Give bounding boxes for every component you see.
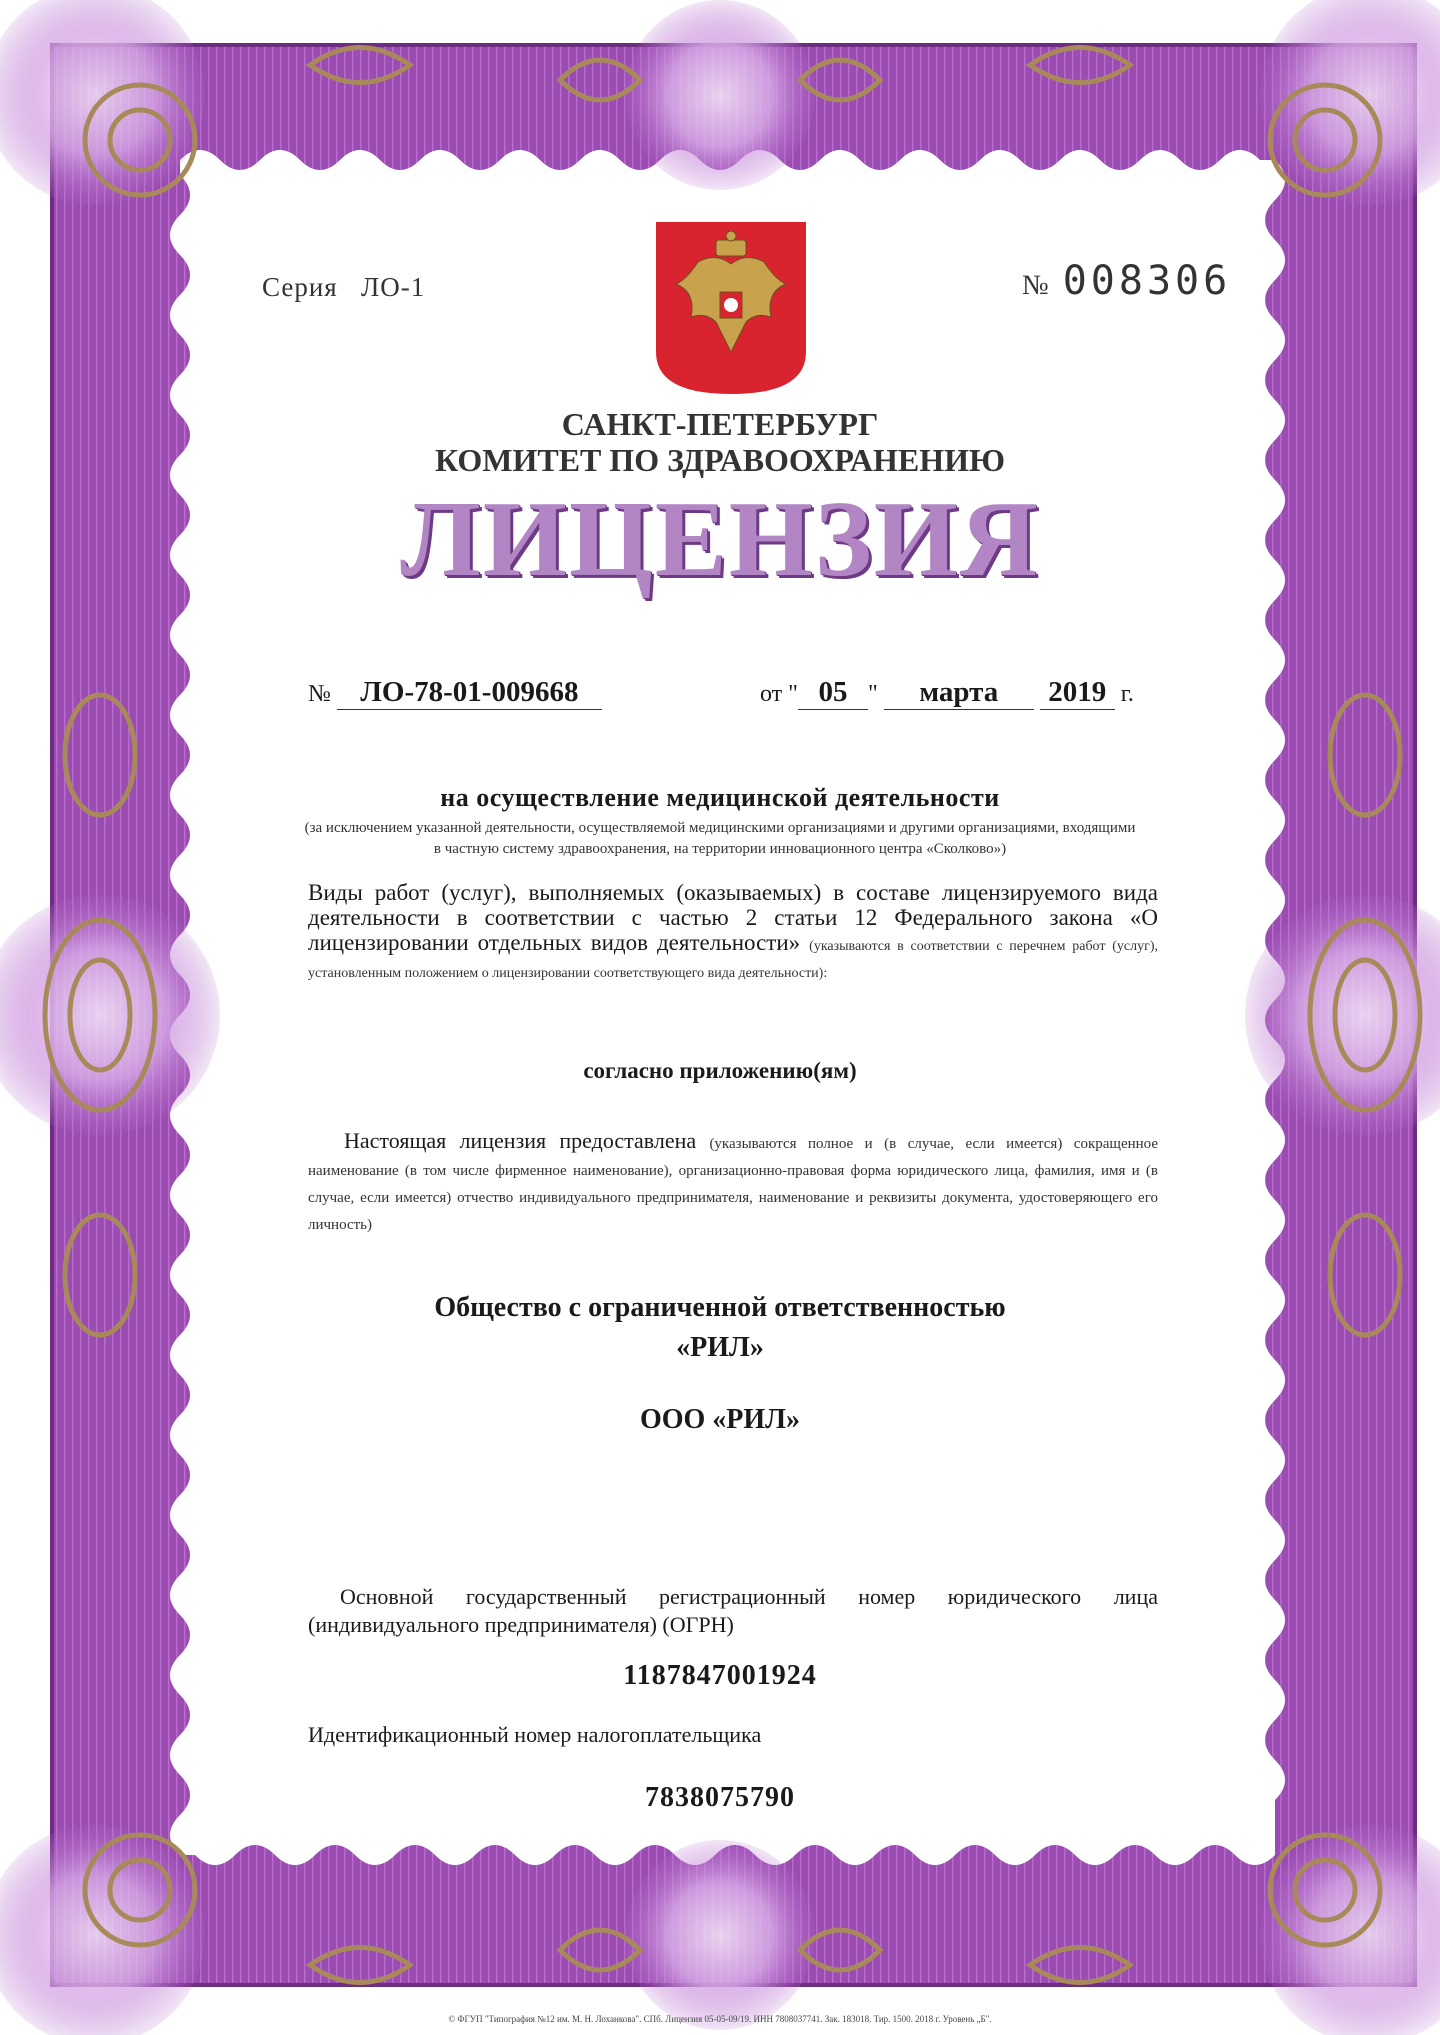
license-number-line: [308, 676, 1158, 716]
date-year: 2019: [1040, 676, 1115, 710]
serial-number: 008306: [1062, 258, 1232, 304]
works-value: согласно приложению(ям): [583, 1058, 857, 1083]
works-description: [308, 880, 1158, 984]
date-quote-open: ": [788, 681, 798, 707]
license-number-sign: №: [308, 681, 331, 707]
grantee-intro: Настоящая лицензия предоставлена: [344, 1128, 697, 1153]
org-name-line2: «РИЛ»: [676, 1332, 764, 1363]
russian-coat-of-arms-icon: [656, 222, 806, 394]
inn-value: 7838075790: [645, 1782, 795, 1813]
date-quote-close: ": [867, 681, 878, 707]
issuer-city: САНКТ-ПЕТЕРБУРГ: [561, 406, 879, 442]
series-value: ЛО-1: [360, 272, 426, 302]
license-date: [760, 676, 1134, 710]
works-text: Виды работ (услуг), выполняемых (оказываемых) в составе лицензируемого вида деятельности в соответствии с частью 2 статьи 12 Федерального закона «О лицензировании отдельных видов деятельности»: [308, 880, 1158, 955]
date-year-suffix: г.: [1120, 681, 1134, 707]
ogrn-value: 1187847001924: [623, 1660, 817, 1691]
document-title: ЛИЦЕНЗИЯ: [400, 480, 1040, 599]
printer-footer: © ФГУП "Типография №12 им. М. Н. Лоханкова". СПб. Лицензия 05-05-09/19. ИНН 7808037741. Зак. 183018. Тир. 1500. 2018 г. Уровень „Б".: [448, 2014, 992, 2024]
date-day: 05: [798, 676, 868, 710]
license-purpose: на осуществление медицинской деятельности: [440, 783, 1000, 812]
date-from-label: от: [760, 681, 783, 707]
series-label: Серия: [262, 272, 338, 302]
issuer-committee: КОМИТЕТ ПО ЗДРАВООХРАНЕНИЮ: [434, 442, 1006, 478]
date-month: марта: [884, 676, 1034, 710]
number-sign: №: [1022, 270, 1049, 301]
series-line: [262, 272, 425, 303]
serial-number-line: [1022, 258, 1231, 304]
grantee-description: [308, 1128, 1158, 1236]
inn-label: Идентификационный номер налогоплательщика: [308, 1722, 762, 1747]
works-note: (указываются в соответствии с перечнем работ (услуг), установленным положением о лицензировании соответствующего вида деятельности):: [308, 939, 1159, 981]
grantee-note: (указываются полное и (в случае, если имеется) сокращенное наименование (в том числе фирменное наименование), организационно-правовая форма юридического лица, фамилия, имя и (в случае, если имеется) отчество индивидуального предпринимателя, наименование и реквизиты документа, удостоверяющего его личность): [308, 1136, 1159, 1233]
ogrn-label: [308, 1583, 1158, 1639]
org-name-line1: Общество с ограниченной ответственностью: [434, 1292, 1006, 1323]
organization-full-name: [300, 1288, 1140, 1368]
ogrn-label-text: Основной государственный регистрационный номер юридического лица (индивидуального предпринимателя) (ОГРН): [308, 1584, 1158, 1637]
organization-short-name: ООО «РИЛ»: [639, 1404, 801, 1435]
license-exclusion-note: (за исключением указанной деятельности, осуществляемой медицинскими организациями и другими организациями, входящими в частную систему здравоохранения, на территории инновационного центра «Сколково»): [304, 820, 1136, 857]
license-number: ЛО-78-01-009668: [337, 676, 602, 710]
